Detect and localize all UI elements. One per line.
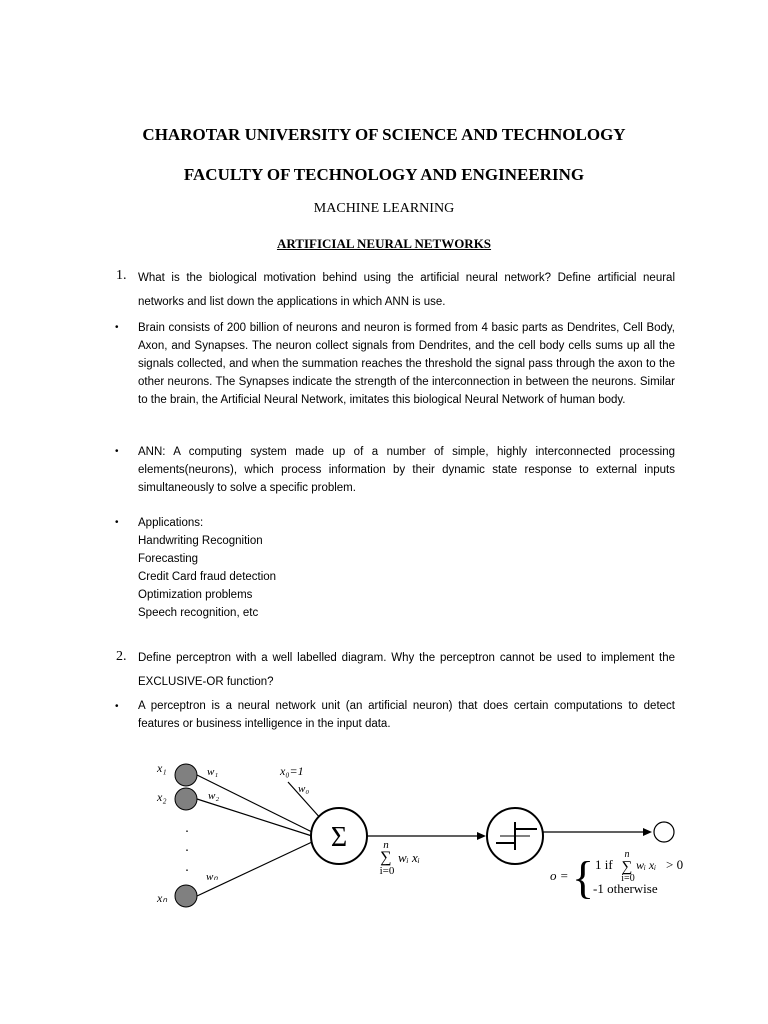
application-item: Optimization problems [138,588,253,601]
label-x1: x₁ [157,761,167,775]
question-2-text: Define perceptron with a well labelled diagram. Why the perceptron cannot be used to implement the EXCLUSIVE-OR function? [138,652,675,688]
perceptron-diagram [0,740,768,924]
output-brace: { [572,852,595,903]
bullet-marker: • [115,701,119,712]
question-1-bullet-biology: Brain consists of 200 billion of neurons and neuron is formed from 4 basic parts as Dendrites, Cell Body, Axon, and Synapses. The neuron collect signals from Dendrites, and the cell body cells sums up all the signals collected, and when the summation reaches the threshold the signal pass through the axon to the other neurons. The Synapses indicate the strength of the interconnection in between the neurons. Similar to the brain, the Artificial Neural Network, imitates this biological Neural Network of human body. [138,322,675,406]
application-item: Credit Card fraud detection [138,570,277,583]
connection-w1 [197,775,312,832]
question-2-number: 2. [116,649,127,664]
input-node-xn [175,885,197,907]
ellipsis-dot: . [185,821,189,836]
summation-symbol: Σ [330,822,348,853]
arrowhead [477,832,486,840]
label-wn: wₙ [206,871,218,883]
ellipsis-dot: . [185,860,189,875]
output-case-1-suffix: > 0 [666,857,684,872]
ellipsis-dot: . [185,840,189,855]
input-node-x2 [175,788,197,810]
connection-w2 [197,799,312,836]
question-1-number: 1. [116,268,127,283]
label-w2: w₂ [208,790,220,802]
output-node [654,822,674,842]
output-case-2: -1 otherwise [593,881,658,896]
label-x2: x₂ [157,790,167,804]
label-x0: x₀=1 [280,764,304,778]
applications-heading: Applications: [138,517,204,529]
output-case-1-upper: n [624,849,630,860]
application-item: Speech recognition, etc [138,606,259,619]
topic-title: ARTIFICIAL NEURAL NETWORKS [276,236,492,251]
bullet-marker: • [115,322,119,333]
output-label: o = [550,868,569,883]
sum-index: i=0 [379,865,395,877]
question-1-bullet-ann-definition: ANN: A computing system made up of a number of simple, highly interconnected processing elements(neurons), which process information by their dynamic state response to external inputs simultaneously to solve a specific problem. [138,446,675,494]
subject-title: MACHINE LEARNING [313,201,455,216]
question-1-text: What is the biological motivation behind using the artificial neural network? Define artificial neural networks and list down the applications in which ANN is use. [138,272,675,308]
output-case-1-index: i=0 [621,873,635,884]
question-2-bullet-perceptron: A perceptron is a neural network unit (an artificial neuron) that does certain computations to detect features or business intelligence in the input data. [138,700,675,730]
output-case-1-prefix: 1 if [595,857,613,872]
application-item: Handwriting Recognition [138,534,263,547]
output-case-1-sum: ∑ [621,859,633,875]
bullet-marker: • [115,517,119,528]
label-xn: xₙ [157,891,168,905]
output-case-1-term: wᵢ xᵢ [636,858,657,872]
sum-upper-limit: n [383,839,389,851]
applications-list [138,515,675,622]
faculty-title: FACULTY OF TECHNOLOGY AND ENGINEERING [183,165,585,184]
bullet-marker: • [115,446,119,457]
label-w1: w₁ [207,766,219,778]
input-node-x1 [175,764,197,786]
label-w0: w₀ [298,783,310,795]
university-title: CHAROTAR UNIVERSITY OF SCIENCE AND TECHNOLOGY [142,125,626,144]
connection-wn [197,842,312,896]
sum-term: wᵢ xᵢ [398,850,420,865]
application-item: Forecasting [138,552,199,565]
sum-symbol: ∑ [380,849,392,866]
arrowhead [643,828,652,836]
